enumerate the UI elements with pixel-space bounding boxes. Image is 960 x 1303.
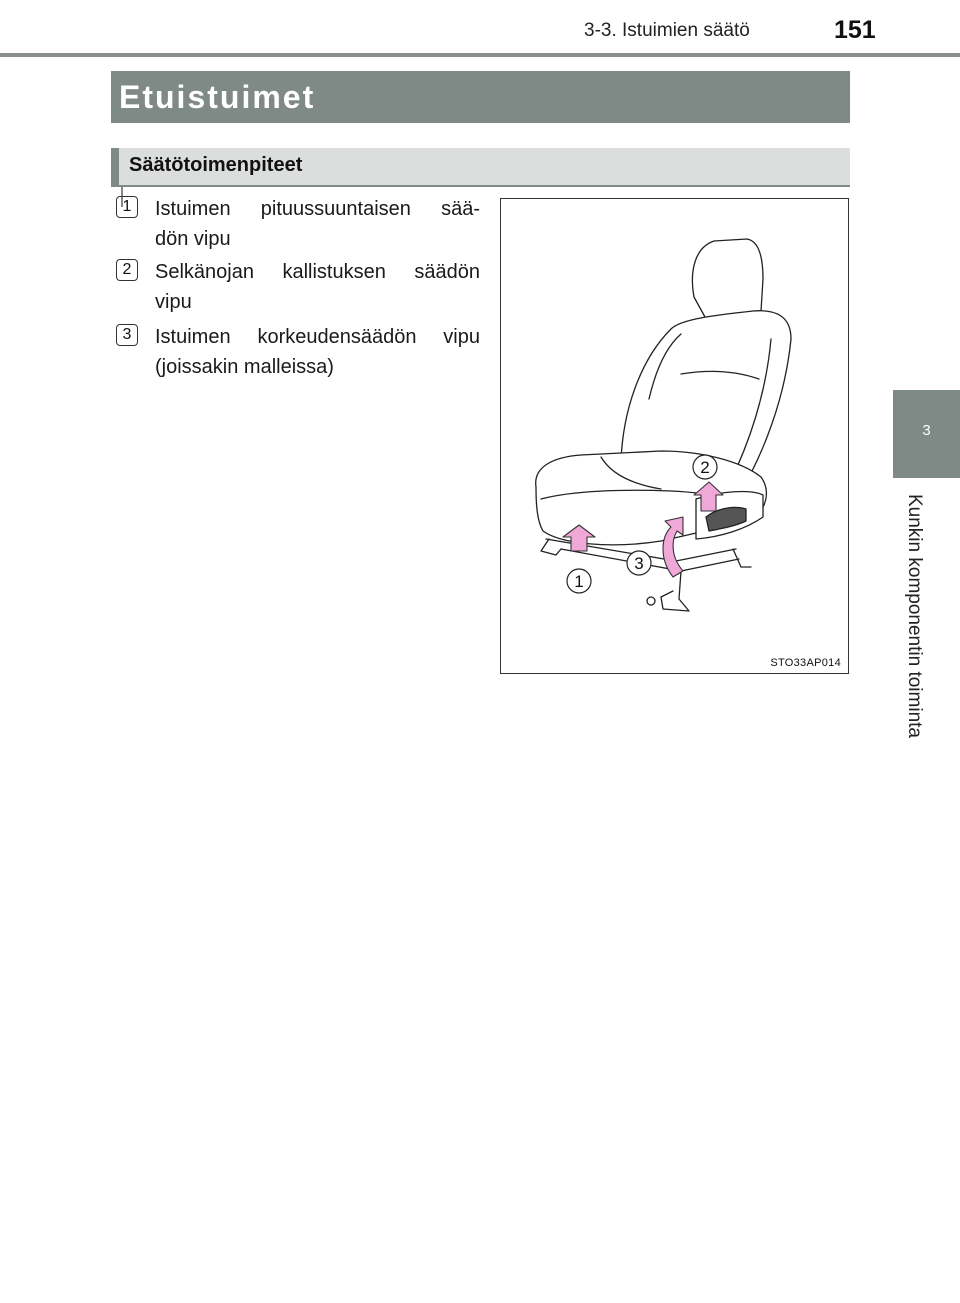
item-text-line: Istuimen pituussuuntaisen sää- <box>155 198 480 220</box>
item-number-badge: 2 <box>116 259 138 281</box>
header-section-title: 3-3. Istuimien säätö <box>584 20 750 41</box>
callout-number: 1 <box>574 572 584 591</box>
seat-drawing <box>501 199 847 672</box>
subtitle-bar <box>111 148 850 187</box>
item-text-line: (joissakin malleissa) <box>155 356 334 378</box>
chapter-tab-title: Kunkin komponentin toiminta <box>904 494 925 738</box>
item-number-badge: 3 <box>116 324 138 346</box>
chapter-tab-number: 3 <box>922 422 931 439</box>
item-number-badge: 1 <box>116 196 138 218</box>
subtitle-accent <box>111 148 119 185</box>
callout-number: 2 <box>700 458 710 477</box>
item-text-line: Selkänojan kallistuksen säädön <box>155 261 480 283</box>
item-text-line: vipu <box>155 291 192 313</box>
chapter-tab[interactable] <box>893 390 960 478</box>
item-text <box>155 257 480 317</box>
page-title: Etuistuimet <box>119 79 316 115</box>
section-subtitle: Säätötoimenpiteet <box>129 154 303 176</box>
item-text <box>155 322 480 382</box>
item-text <box>155 194 480 254</box>
callout-number: 3 <box>634 554 644 573</box>
item-text-line: dön vipu <box>155 228 231 250</box>
item-text-line: Istuimen korkeudensäädön vipu <box>155 326 480 348</box>
page-number: 151 <box>834 16 876 44</box>
seat-illustration <box>500 198 849 674</box>
title-bar <box>111 71 850 123</box>
header-rule <box>0 53 960 57</box>
figure-code: STO33AP014 <box>770 657 841 669</box>
